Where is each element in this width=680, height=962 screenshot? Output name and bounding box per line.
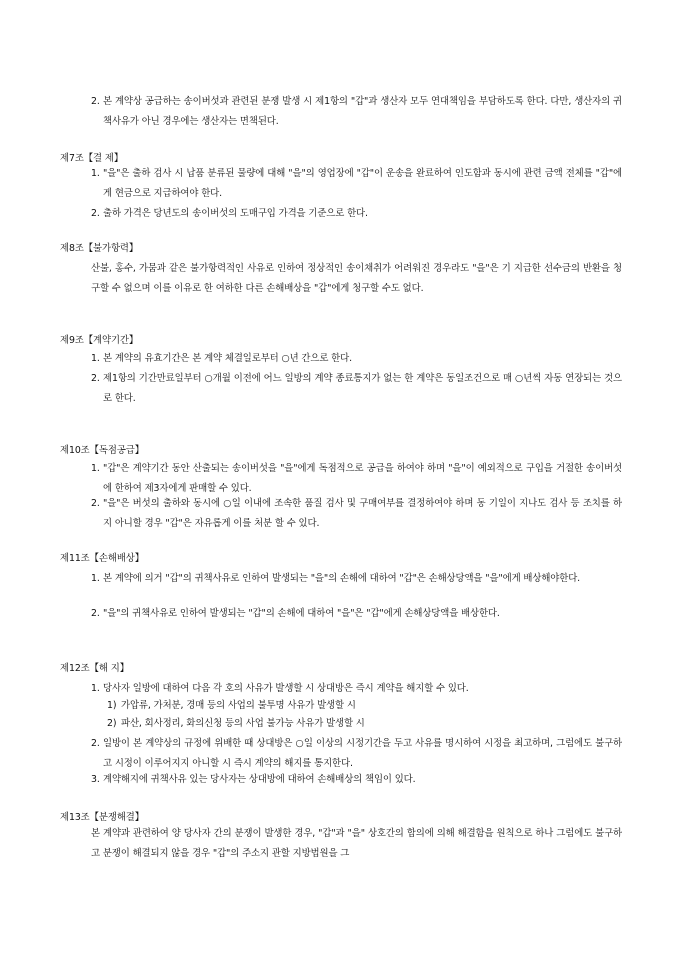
article10-item2 [91, 494, 622, 534]
article12-subitem2 [107, 714, 622, 734]
article12-heading: 제12조【해 지】 [60, 663, 129, 674]
article9-item1 [91, 349, 622, 369]
article11-item2 [91, 604, 622, 624]
item-number: 2. [91, 96, 100, 107]
article6-item2 [91, 92, 622, 132]
article9-heading: 제9조【계약기간】 [60, 335, 139, 346]
item-text: 제1항의 기간만료일부터 ○개월 이전에 어느 일방의 계약 종료통지가 없는 한 계약은 동일조건으로 매 ○년씩 자동 연장되는 것으로 한다. [103, 373, 622, 404]
item-number: 2. [91, 208, 100, 219]
article8-heading: 제8조【불가항력】 [60, 243, 139, 254]
item-text: 출하 가격은 당년도의 송이버섯의 도매구입 가격을 기준으로 한다. [103, 208, 368, 219]
article10-heading: 제10조【독점공급】 [60, 445, 145, 456]
subitem-number: 1) [107, 700, 117, 711]
item-text: "갑"은 계약기간 동안 산출되는 송이버섯을 "을"에게 독점적으로 공급을 하여야 하며 "을"이 예외적으로 구입을 거절한 송이버섯에 한하여 제3자에게 판매할 수 있다. [103, 463, 622, 494]
item-text: 당사자 일방에 대하여 다음 각 호의 사유가 발생할 시 상대방은 즉시 계약을 해지할 수 있다. [103, 683, 469, 694]
article12-subitem1 [107, 696, 622, 716]
article13-heading: 제13조【분쟁해결】 [60, 812, 145, 823]
item-number: 1. [91, 168, 100, 179]
article12-item3 [91, 770, 622, 790]
item-text: 본 계약의 유효기간은 본 계약 체결일로부터 ○년 간으로 한다. [103, 353, 352, 364]
item-text: "을"은 출하 검사 시 납품 분류된 물량에 대해 "을"의 영업장에 "갑"이 운송을 완료하여 인도함과 동시에 관련 금액 전체를 "갑"에게 현금으로 지급하여야 한다. [103, 168, 622, 199]
item-number: 2. [91, 373, 100, 384]
item-number: 2. [91, 608, 100, 619]
article11-heading: 제11조【손해배상】 [60, 553, 145, 564]
article9-item2 [91, 369, 622, 409]
item-number: 2. [91, 498, 100, 509]
subitem-number: 2) [107, 718, 117, 729]
item-text: "을"은 버섯의 출하와 동시에 ○일 이내에 조속한 품질 검사 및 구매여부를 결정하여야 하며 동 기일이 지나도 검사 등 조치를 하지 아니할 경우 "갑"은 자유롭게 이를 처분 할 수 있다. [103, 498, 622, 529]
article7-heading: 제7조【결 제】 [60, 153, 124, 164]
article7-item1 [91, 164, 622, 204]
item-text: "을"의 귀책사유로 인하여 발생되는 "갑"의 손해에 대하여 "을"은 "갑"에게 손해상당액을 배상한다. [103, 608, 500, 619]
article7-item2 [91, 204, 622, 224]
subitem-text: 파산, 회사정리, 화의신청 등의 사업 불가능 사유가 발생할 시 [121, 718, 365, 729]
item-number: 3. [91, 774, 100, 785]
item-number: 1. [91, 573, 100, 584]
article8-paragraph: 산불, 홍수, 가뭄과 같은 불가항력적인 사유로 인하여 정상적인 송이채취가 어려워진 경우라도 "을"은 기 지급한 선수금의 반환을 청구할 수 없으며 이를 이유로 한 여하한 다른 손해배상을 "갑"에게 청구할 수도 없다. [91, 263, 622, 294]
subitem-text: 가압류, 가처분, 경매 등의 사업의 불투명 사유가 발생할 시 [121, 700, 356, 711]
article12-item2 [91, 734, 622, 774]
article11-item1 [91, 569, 622, 589]
item-text: 본 계약상 공급하는 송이버섯과 관련된 분쟁 발생 시 제1항의 "갑"과 생산자 모두 연대책임을 부담하도록 한다. 다만, 생산자의 귀책사유가 아닌 경우에는 생산자는 면책된다. [103, 96, 622, 127]
item-number: 1. [91, 683, 100, 694]
article13-paragraph: 본 계약과 관련하여 양 당사자 간의 분쟁이 발생한 경우, "갑"과 "을" 상호간의 합의에 의해 해결함을 원칙으로 하나 그럼에도 불구하고 분쟁이 해결되지 않을 경우 "갑"의 주소지 관할 지방법원을 그 [91, 828, 622, 859]
item-text: 계약해지에 귀책사유 있는 당사자는 상대방에 대하여 손해배상의 책임이 있다. [103, 774, 416, 785]
item-text: 본 계약에 의거 "갑"의 귀책사유로 인하여 발생되는 "을"의 손해에 대하여 "갑"은 손해상당액을 "을"에게 배상해야한다. [103, 573, 581, 584]
item-number: 1. [91, 463, 100, 474]
item-number: 1. [91, 353, 100, 364]
item-text: 일방이 본 계약상의 규정에 위배한 때 상대방은 ○일 이상의 시정기간을 두고 사유를 명시하여 시정을 최고하며, 그럼에도 불구하고 시정이 이루어지지 아니할 시 즉시 계약의 해지를 통지한다. [103, 738, 622, 769]
item-number: 2. [91, 738, 100, 749]
article10-item1 [91, 459, 622, 499]
